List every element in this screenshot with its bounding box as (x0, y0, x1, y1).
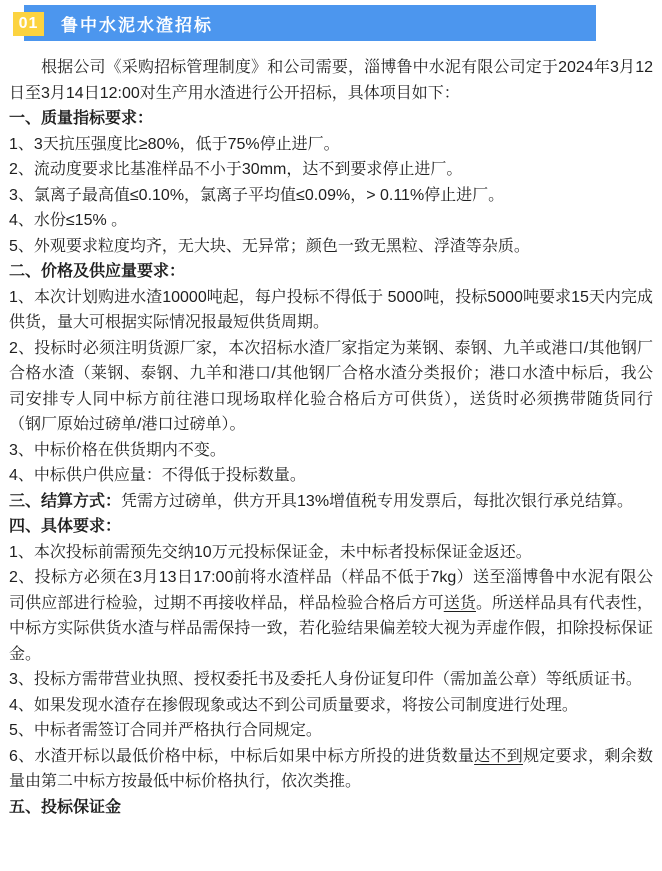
bold-text: 三、结算方式： (9, 492, 122, 510)
text-run: 5、外观要求粒度均齐，无大块、无异常；颜色一致无黑粒、浮渣等杂质。 (9, 237, 530, 255)
list-item (9, 463, 653, 489)
text-run: 。所送样品具有代表性，中标方实际供货水渣与样品需保持一致，若化验结果偏差较大视为弄虚作假，扣除投标保证金。 (9, 594, 653, 663)
text-run: 根据公司《采购招标管理制度》和公司需要，淄博鲁中水泥有限公司定于2024年3月12日至3月14日12:00对生产用水渣进行公开招标，具体项目如下： (9, 59, 653, 102)
text-run: 5、中标者需签订合同并严格执行合同规定。 (9, 722, 322, 739)
text-run: 3、中标价格在供货期内不变。 (9, 441, 226, 459)
list-item (9, 132, 653, 158)
list-item (9, 234, 653, 260)
section-heading (9, 259, 653, 285)
text-run: 规定要求，剩余数量由第二中标方按最低中标价格执行，依次类推。 (9, 747, 653, 790)
text-run: 1、3天抗压强度比≥80%，低于75%停止进厂。 (9, 135, 340, 153)
intro-paragraph (9, 55, 653, 106)
list-item (9, 540, 653, 566)
list-item (9, 208, 653, 234)
list-item (9, 285, 653, 336)
text-run: 1、本次投标前需预先交纳10万元投标保证金，未中标者投标保证金返还。 (9, 543, 532, 561)
text-run: 2、投标时必须注明货源厂家，本次招标水渣厂家指定为莱钢、泰钢、九羊或港口/其他钢厂合格水渣（莱钢、泰钢、九羊和港口/其他钢厂合格水渣分类报价；港口水渣中标后，我公司安排专人同中标方前往港口现场取样化验合格后方可供货），送货时必须携带随货同行（钢厂原始过磅单/港口过磅单）。 (9, 339, 653, 433)
underlined-text: 送货 (443, 594, 476, 612)
section-heading (9, 795, 653, 821)
text-run: 凭需方过磅单，供方开具13%增值税专用发票后，每批次银行承兑结算。 (121, 492, 634, 510)
list-item (9, 693, 653, 719)
text-run: 4、如果发现水渣存在掺假现象或达不到公司质量要求，将按公司制度进行处理。 (9, 696, 578, 714)
list-item (9, 667, 653, 693)
page-title: 鲁中水泥水渣招标 (61, 15, 213, 35)
section-heading (9, 106, 653, 132)
list-item (9, 336, 653, 438)
text-run: 3、氯离子最高值≤0.10%，氯离子平均值≤0.09%，> 0.11%停止进厂。 (9, 186, 505, 204)
underlined-text: 达不到 (474, 747, 523, 765)
text-run: 2、流动度要求比基准样品不小于30mm，达不到要求停止进厂。 (9, 161, 463, 178)
document-body (0, 46, 662, 820)
list-item (9, 183, 653, 209)
list-item (9, 438, 653, 464)
text-run: 4、中标供户供应量：不得低于投标数量。 (9, 467, 306, 484)
section-header (0, 5, 662, 46)
list-item (9, 565, 653, 667)
header-badge: 01 (13, 12, 44, 36)
list-item (9, 744, 653, 795)
section-heading (9, 514, 653, 540)
bold-text: 五、投标保证金 (9, 798, 122, 816)
text-run: 2、投标方必须在3月13日17:00前将水渣样品（样品不低于7kg）送至淄博鲁中水泥有限公司供应部进行检验，过期不再接收样品，样品检验合格后方可 (9, 569, 653, 612)
text-run: 4、水份≤15% 。 (9, 212, 128, 229)
text-run: 1、本次计划购进水渣10000吨起，每户投标不得低于 5000吨，投标5000吨要求15天内完成供货，量大可根据实际情况报最短供货周期。 (9, 288, 653, 331)
list-item (9, 718, 653, 744)
text-run: 3、投标方需带营业执照、授权委托书及委托人身份证复印件（需加盖公章）等纸质证书。 (9, 671, 642, 688)
text-run: 6、水渣开标以最低价格中标，中标后如果中标方所投的进货数量 (9, 747, 475, 765)
bold-text: 四、具体要求： (9, 518, 122, 535)
list-item (9, 157, 653, 183)
bold-text: 一、质量指标要求： (9, 110, 154, 127)
bold-text: 二、价格及供应量要求： (9, 263, 186, 280)
list-item (9, 489, 653, 515)
